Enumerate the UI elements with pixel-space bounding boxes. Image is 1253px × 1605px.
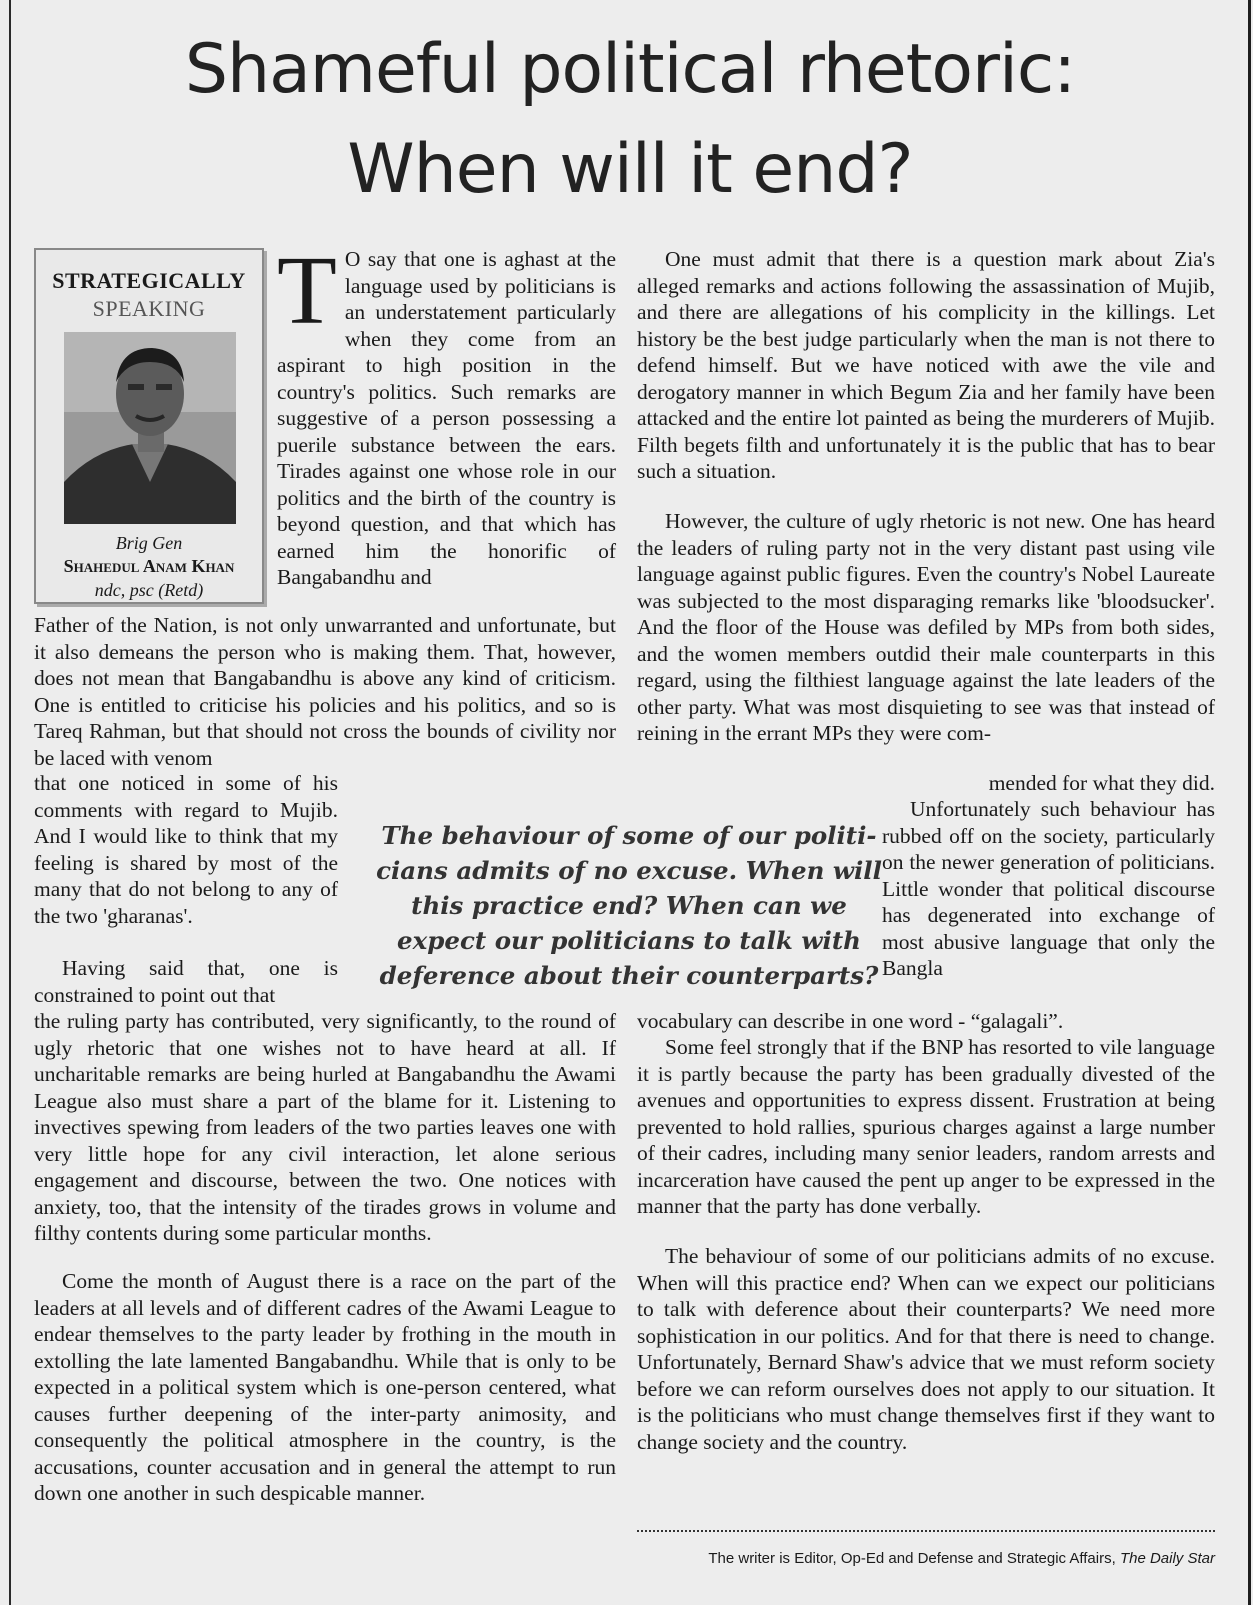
column-subtitle: SPEAKING [92, 296, 206, 321]
col2-paragraph-2-end: mended for what they did. [988, 771, 1215, 795]
column-badge [34, 248, 264, 604]
dotted-rule [637, 1530, 1215, 1532]
left-border [9, 0, 11, 1605]
intro-text: O say that one is aghast at the language used by politicians is an understatement particularly when they come from an aspirant to high position in the country's politics. Such remarks are suggestive of a person possessing a puerile substance between the ears. Tirades against one whose role in our politics and the birth of the country is beyond question, and that which has earned him the honorific of Bangabandhu and [277, 247, 616, 589]
author-credit [637, 1550, 1215, 1567]
paragraph-3: Come the month of August there is a race on the part of the leaders at all levels and of different cadres of the Awami League to endear themselves to the party leader by frothing in the mouth in extolling the late lamented Bangabandhu. While that is only to be expected in a political system which is one-person centered, what causes further deepening of the inter-party animosity, and consequently the political atmosphere in the country, is the accusations, counter accusation and in general the attempt to run down one another in such despicable manner. [34, 1269, 616, 1505]
drop-cap: T [277, 237, 337, 345]
paragraph-1-narrow: that one noticed in some of his comments with regard to Mujib. And I would like to think that my feeling is shared by most of the many that do not belong to any of the two 'gharanas'. [34, 771, 338, 928]
credit-paper: The Daily Star [1119, 1550, 1215, 1567]
paragraph-1-continued: Father of the Nation, is not only unwarranted and unfortunate, but it also demeans the person who is making them. That, however, does not mean that Bangabandhu is above any kind of criticism. One is entitled to criticise his policies and his politics, and so is Tareq Rahman, but that should not cross the bounds of civility nor be laced with venom [34, 613, 616, 770]
col2-paragraph-4: Some feel strongly that if the BNP has resorted to vile language it is partly because the party has been gradually divested of the avenues and opportunities to express dissent. Frustration at being prevented to hold rallies, spurious charges against a large number of their cadres, including many senior leaders, random arrests and incarceration have caused the pent up anger to be expressed in the manner that the party has done verbally. [637, 1035, 1215, 1218]
credit-text: The writer is Editor, Op-Ed and Defense and Strategic Affairs, [708, 1550, 1116, 1567]
paragraph-2-narrow: Having said that, one is constrained to point out that [34, 956, 338, 1007]
paragraph-2-continued: the ruling party has contributed, very significantly, to the round of ugly rhetoric that one wishes not to have heard at all. If uncharitable remarks are being hurled at Bangabandhu the Awami League also must share a part of the blame for it. Listening to invectives spewing from leaders of the two parties leaves one with very little hope for any civil interaction, let alone serious engagement and discourse, between the two. One notices with anxiety, too, that the intensity of the tirades grows in volume and filthy contents during some particular months. [34, 1009, 616, 1245]
byline-rank: Brig Gen [115, 533, 183, 553]
col2-paragraph-1: One must admit that there is a question mark about Zia's alleged remarks and actions following the assassination of Mujib, and there are allegations of his complicity in the killings. Let history be the best judge particularly when the man is not there to defend himself. But we have noticed with awe the vile and derogatory manner in which Begum Zia and her family have been attacked and the entire lot painted as being the murderers of Mujib. Filth begets filth and unfortunately it is the public that has to bear such a situation. [637, 247, 1215, 483]
column-title: STRATEGICALLY [52, 268, 246, 293]
right-border [1248, 0, 1251, 1605]
byline-post: ndc, psc (Retd) [94, 580, 204, 600]
col2-paragraph-5: The behaviour of some of our politicians admits of no excuse. When will this practice end? When can we expect our politicians to talk with deference about their counterparts? We need more sophistication in our politics. And for that there is need to change. Unfortunately, Bernard Shaw's advice that we must reform society before we can reform ourselves does not apply to our situation. It is the politicians who must change themselves first if they want to change society and the country. [637, 1244, 1215, 1454]
headline-line-2: When will it end? [347, 130, 913, 209]
pull-quote: The behaviour of some of our politicians admits of no excuse. When will this practice end? When can we expect our politicians to talk with deference about their counterparts? [376, 821, 882, 990]
author-photo [64, 332, 236, 524]
byline-name: Shahedul Anam Khan [63, 556, 235, 576]
col2-paragraph-3-narrow: Unfortunately such behaviour has rubbed off on the society, particularly on the newer generation of politicians. Little wonder that political discourse has degenerated into exchange of most abusive language that only the Bangla [882, 797, 1215, 980]
headline-line-1: Shameful political rhetoric: [184, 30, 1076, 109]
col2-paragraph-2: However, the culture of ugly rhetoric is not new. One has heard the leaders of ruling party not in the very distant past using vile language against public figures. Even the country's Nobel Laureate was subjected to the most disparaging remarks like 'bloodsucker'. And the floor of the House was defiled by MPs from both sides, and the women members outdid their male counterparts in this regard, using the filthiest language against the late leaders of the other party. What was most disquieting to see was that instead of reining in the errant MPs they were com- [637, 509, 1215, 745]
col2-paragraph-3-end: vocabulary can describe in one word - “galagali”. [637, 1009, 1064, 1033]
paragraph-intro [277, 237, 616, 591]
